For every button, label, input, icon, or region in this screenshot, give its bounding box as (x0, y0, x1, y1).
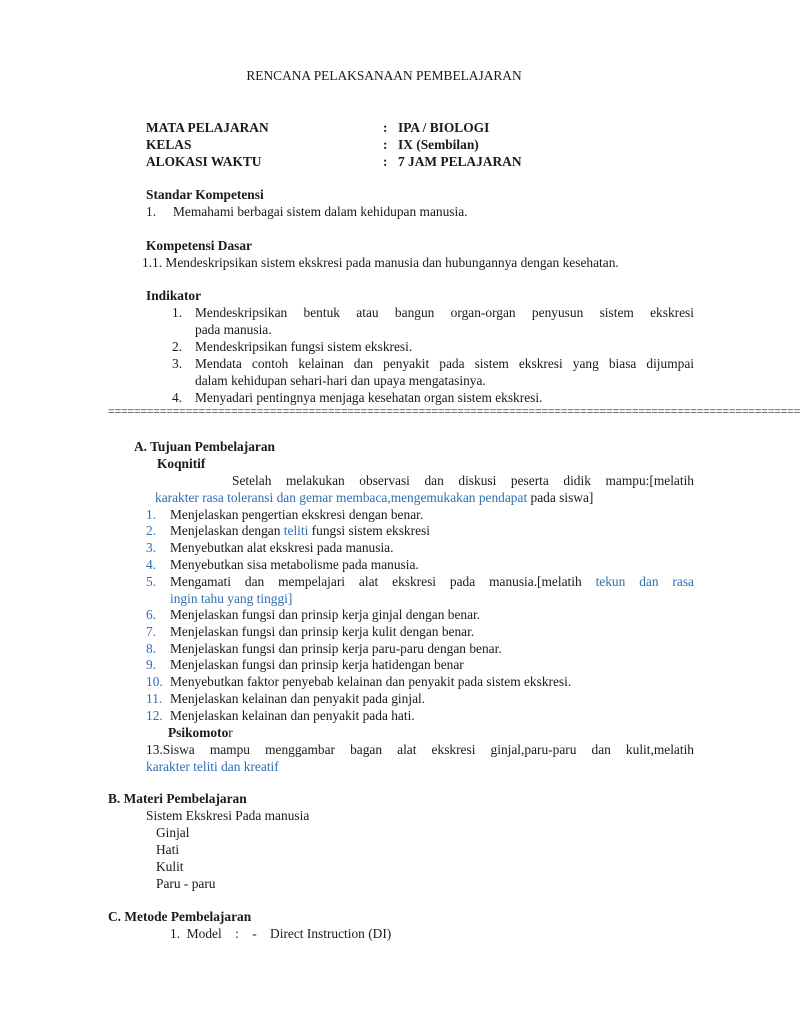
indikator-item-cont: pada manusia. (195, 322, 272, 337)
tujuan-item-13: 13.Siswa mampu menggambar bagan alat ekskresi ginjal,paru-paru dan kulit,melatih (146, 742, 694, 757)
tujuan-num: 4. (146, 557, 157, 572)
metode-heading: C. Metode Pembelajaran (108, 909, 252, 924)
intro-tail: pada siswa] (527, 490, 594, 505)
karakter-text: karakter teliti dan kreatif (146, 759, 279, 774)
indikator-heading: Indikator (146, 288, 202, 303)
indikator-item-cont: dalam kehidupan sehari-hari dan upaya mengatasinya. (195, 373, 486, 388)
indikator-item: Mendeskripsikan bentuk atau bangun organ-organ penyusun sistem ekskresi (195, 305, 694, 320)
psikomotor-heading (168, 724, 233, 741)
tujuan-item: Menjelaskan fungsi dan prinsip kerja paru-paru dengan benar. (170, 641, 502, 656)
tujuan-num: 10. (146, 674, 163, 689)
sk-heading: Standar Kompetensi (146, 187, 264, 202)
separator-rule: =========================================================================================================== (108, 404, 800, 418)
tujuan-num: 12. (146, 708, 163, 723)
tujuan-heading: A. Tujuan Pembelajaran (134, 439, 275, 454)
psiko-bold: Psikomoto (168, 725, 229, 740)
tujuan-num: 6. (146, 607, 157, 622)
tujuan-item: Menjelaskan pengertian ekskresi dengan benar. (170, 507, 424, 522)
psiko-rest: r (228, 725, 233, 740)
tujuan-item: Menjelaskan kelainan dan penyakit pada ginjal. (170, 691, 426, 706)
tujuan-num: 8. (146, 641, 157, 656)
info-label-alokasi: ALOKASI WAKTU (146, 154, 262, 169)
info-value-alokasi: 7 JAM PELAJARAN (398, 154, 522, 169)
tujuan-item: Menyebutkan faktor penyebab kelainan dan penyakit pada sistem ekskresi. (170, 674, 572, 689)
karakter-text: karakter rasa toleransi dan gemar membaca,mengemukakan pendapat (155, 490, 528, 505)
tujuan-item: Menjelaskan fungsi dan prinsip kerja kulit dengan benar. (170, 624, 475, 639)
indikator-num: 3. (172, 356, 183, 371)
tujuan-item (170, 522, 430, 539)
indikator-num: 4. (172, 390, 183, 405)
metode-line: 1. Model : - Direct Instruction (DI) (170, 926, 392, 941)
tujuan-item: Menjelaskan kelainan dan penyakit pada hati. (170, 708, 415, 723)
sk-number: 1. (146, 204, 157, 219)
kd-heading: Kompetensi Dasar (146, 238, 253, 253)
tujuan-intro-cont (155, 489, 593, 506)
tujuan-item (170, 573, 694, 590)
indikator-item: Mendata contoh kelainan dan penyakit pada sistem ekskresi yang biasa dijumpai (195, 356, 694, 371)
materi-item: Paru - paru (156, 876, 216, 891)
karakter-text: tekun dan rasa (595, 574, 694, 589)
tujuan-num: 7. (146, 624, 157, 639)
info-value-mapel: IPA / BIOLOGI (398, 120, 490, 135)
indikator-item: Mendeskripsikan fungsi sistem ekskresi. (195, 339, 413, 354)
info-value-kelas: IX (Sembilan) (398, 137, 479, 152)
materi-item: Kulit (156, 859, 184, 874)
materi-heading: B. Materi Pembelajaran (108, 791, 247, 806)
item-text: Menjelaskan dengan (170, 523, 284, 538)
tujuan-num: 3. (146, 540, 157, 555)
materi-sub: Sistem Ekskresi Pada manusia (146, 808, 310, 823)
karakter-text: teliti (283, 523, 309, 538)
tujuan-num: 5. (146, 574, 157, 589)
materi-item: Hati (156, 842, 180, 857)
tujuan-num: 2. (146, 523, 157, 538)
tujuan-item: Menjelaskan fungsi dan prinsip kerja ginjal dengan benar. (170, 607, 481, 622)
indikator-num: 1. (172, 305, 183, 320)
tujuan-intro: Setelah melakukan observasi dan diskusi peserta didik mampu:[melatih (232, 473, 694, 488)
indikator-num: 2. (172, 339, 183, 354)
materi-item: Ginjal (156, 825, 190, 840)
tujuan-num: 1. (146, 507, 157, 522)
tujuan-item: Menyebutkan sisa metabolisme pada manusia. (170, 557, 419, 572)
tujuan-num: 11. (146, 691, 163, 706)
info-label-kelas: KELAS (146, 137, 192, 152)
info-label-mapel: MATA PELAJARAN (146, 120, 269, 135)
item-text: fungsi sistem ekskresi (308, 523, 430, 538)
indikator-item: Menyadari pentingnya menjaga kesehatan organ sistem ekskresi. (195, 390, 543, 405)
info-sep: : (383, 137, 388, 152)
tujuan-item: Menjelaskan fungsi dan prinsip kerja hatidengan benar (170, 657, 464, 672)
tujuan-num: 9. (146, 657, 157, 672)
info-sep: : (383, 120, 388, 135)
sk-text: Memahami berbagai sistem dalam kehidupan manusia. (173, 204, 468, 219)
karakter-text: ingin tahu yang tinggi] (170, 591, 293, 606)
page-title: RENCANA PELAKSANAAN PEMBELAJARAN (246, 68, 522, 83)
kognitif-heading: Koqnitif (157, 456, 206, 471)
item-text: Mengamati dan mempelajari alat ekskresi pada manusia.[melatih (170, 574, 596, 589)
info-sep: : (383, 154, 388, 169)
kd-text: 1.1. Mendeskripsikan sistem ekskresi pada manusia dan hubungannya dengan kesehatan. (142, 255, 619, 270)
tujuan-item: Menyebutkan alat ekskresi pada manusia. (170, 540, 394, 555)
